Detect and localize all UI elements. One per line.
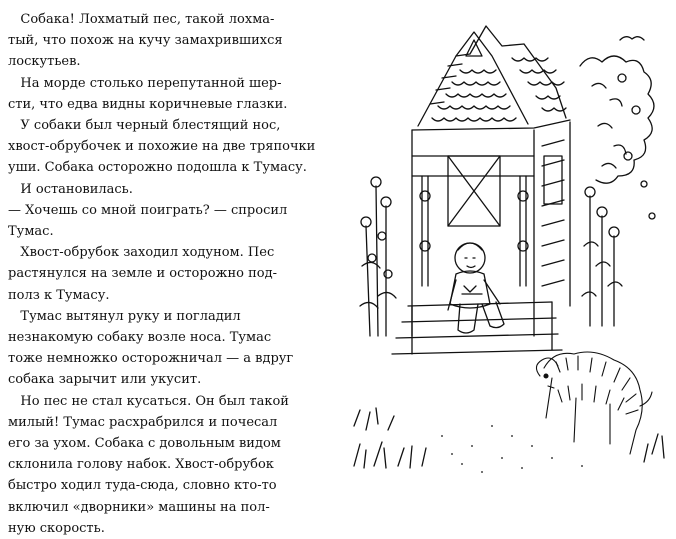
- text-line: Хвост-обрубок заходил ходуном. Пес: [8, 245, 275, 261]
- text-line: Собака! Лохматый пес, такой лохма-: [8, 12, 275, 27]
- text-line: — Хочешь со мной поиграть? — спросил: [8, 202, 288, 218]
- text-line: тоже немножко осторожничал — а вдруг: [8, 351, 294, 367]
- text-line: И остановилась.: [8, 181, 133, 197]
- text-line: У собаки был черный блестящий нос,: [8, 118, 281, 134]
- text-line: собака зарычит или укусит.: [8, 372, 202, 388]
- bird-icon: [620, 37, 644, 40]
- house-dog-illustration: [352, 6, 674, 474]
- flowers-right: [582, 187, 622, 326]
- bushes-right: [580, 56, 655, 219]
- text-line: полз к Тумасу.: [8, 287, 110, 303]
- dog-figure: [536, 352, 652, 454]
- text-line: его за ухом. Собака с довольным видом: [8, 436, 281, 452]
- text-line: ную скорость.: [8, 520, 105, 536]
- text-line: незнакомую собаку возле носа. Тумас: [8, 330, 272, 346]
- text-line: хвост-обрубочек и похожие на две тряпочки: [8, 139, 316, 155]
- roof: [412, 26, 570, 130]
- grass: [354, 408, 664, 468]
- text-line: тый, что похож на кучу замахрившихся: [8, 33, 283, 49]
- text-line: быстро ходил туда-сюда, словно кто-то: [8, 478, 277, 494]
- text-line: растянулся на земле и осторожно под-: [8, 266, 278, 282]
- text-line: уши. Собака осторожно подошла к Тумасу.: [8, 160, 307, 176]
- text-line: склонила голову набок. Хвост-обрубок: [8, 457, 274, 473]
- text-line: Тумас.: [8, 224, 54, 240]
- text-line: сти, что едва видны коричневые глазки.: [8, 96, 288, 112]
- flowers-left: [360, 177, 396, 336]
- text-line: Но пес не стал кусаться. Он был такой: [8, 393, 289, 409]
- text-line: включил «дворники» машины на пол-: [8, 499, 270, 515]
- story-text: [8, 9, 316, 539]
- text-line: Тумас вытянул руку и погладил: [8, 308, 241, 324]
- text-line: милый! Тумас расхрабрился и почесал: [8, 414, 278, 430]
- text-line: лоскутьев.: [8, 54, 81, 70]
- ground-texture: [441, 425, 583, 473]
- text-line: На морде столько перепутанной шер-: [8, 75, 282, 91]
